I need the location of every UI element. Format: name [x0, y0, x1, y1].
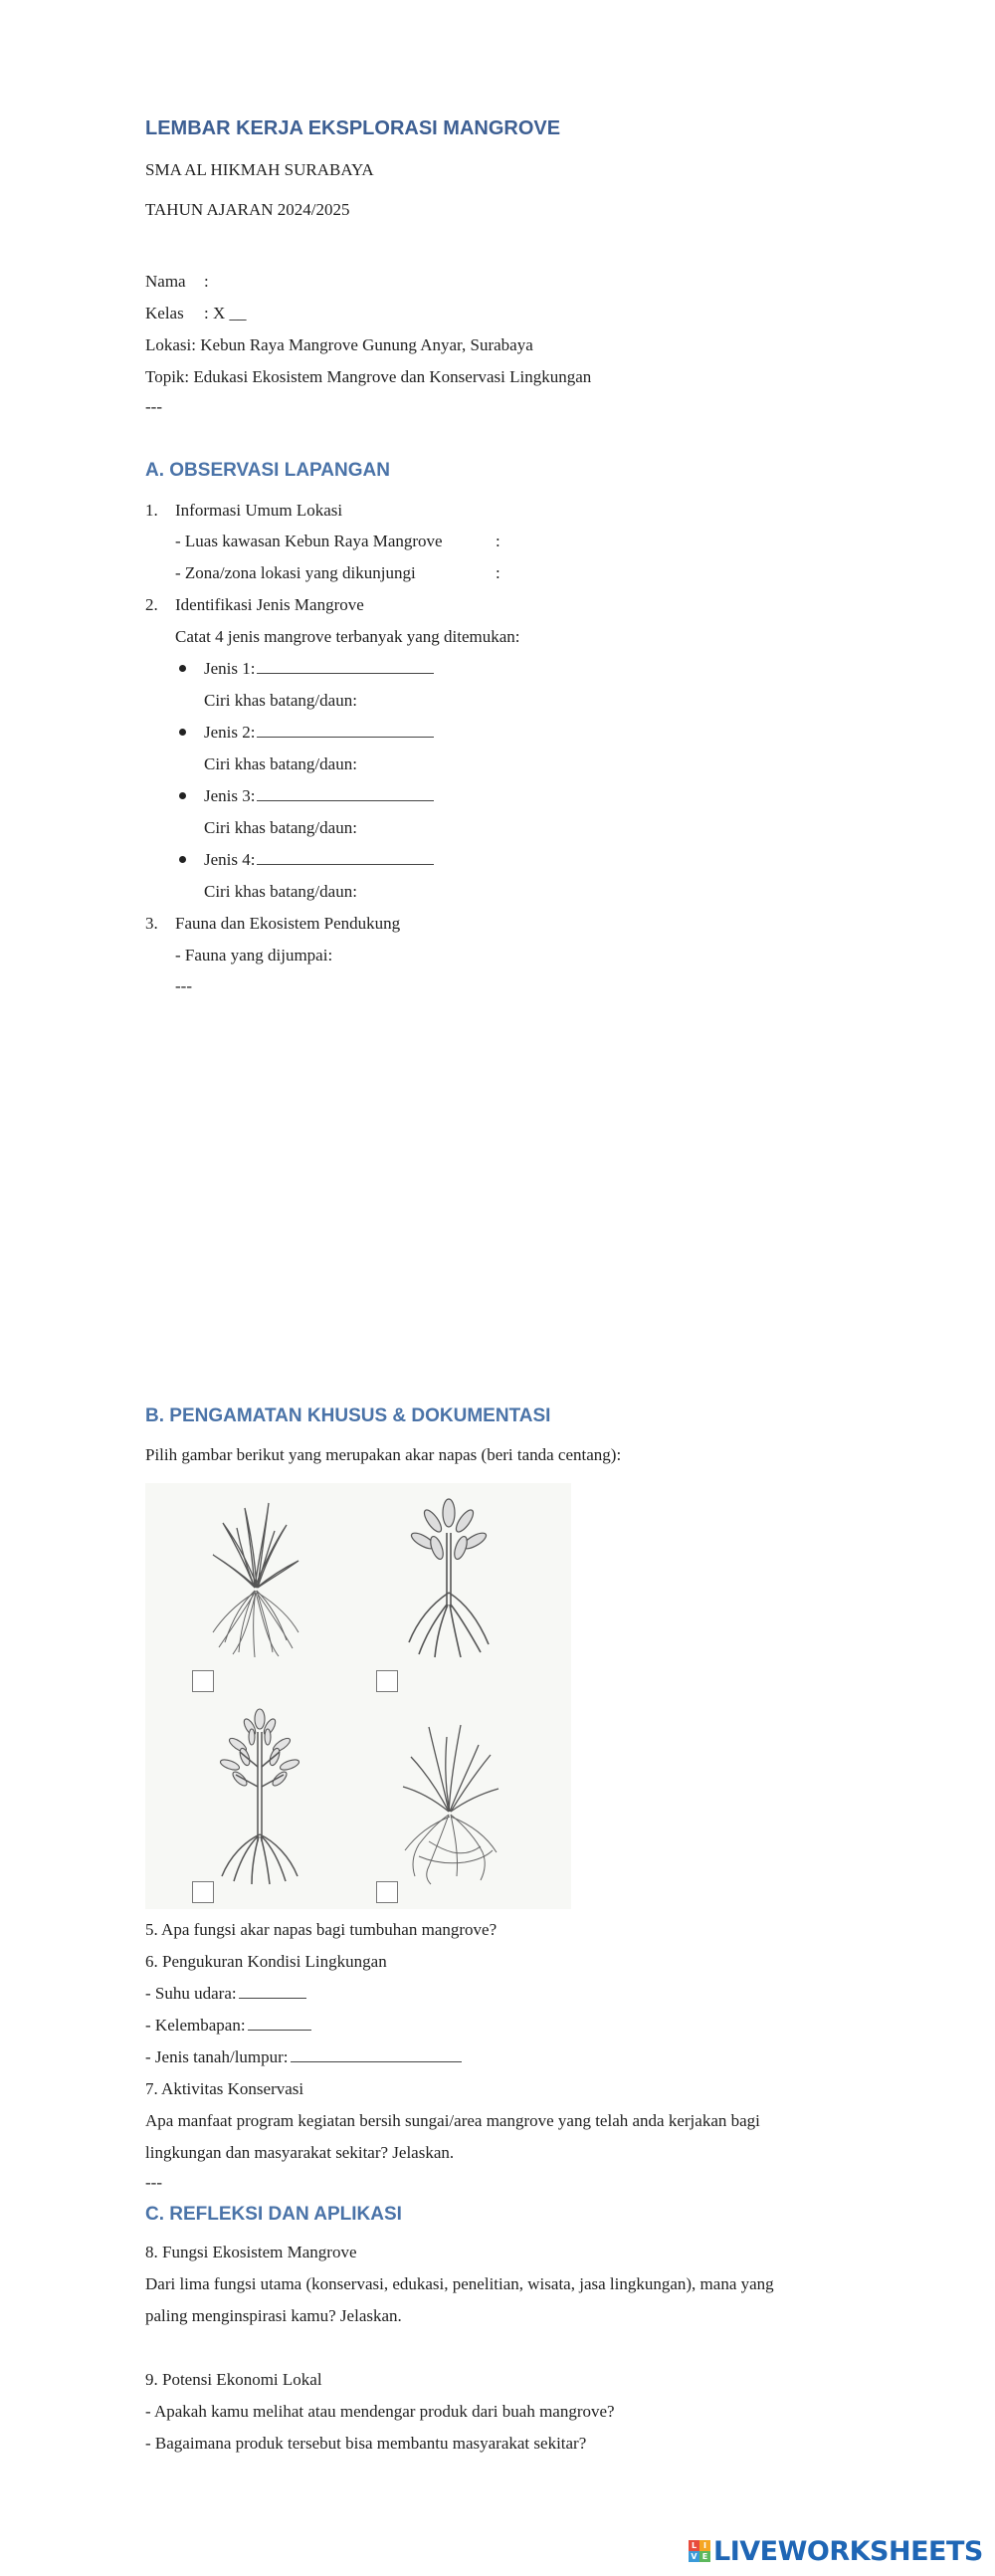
- species-2-label: Jenis 2:: [204, 723, 256, 742]
- species-2-trait: Ciri khas batang/daun:: [204, 754, 357, 773]
- q1-title: Informasi Umum Lokasi: [175, 501, 343, 520]
- temperature-blank[interactable]: [239, 1984, 306, 1999]
- species-1-blank[interactable]: [257, 659, 434, 674]
- q3-number: 3.: [145, 914, 158, 933]
- species-2-blank[interactable]: [257, 723, 434, 738]
- q6-soil-label: - Jenis tanah/lumpur:: [145, 2047, 289, 2066]
- answer-checkbox[interactable]: [376, 1670, 398, 1692]
- soil-blank[interactable]: [291, 2047, 462, 2062]
- section-c-heading: C. REFLEKSI DAN APLIKASI: [145, 2204, 402, 2225]
- q3-title: Fauna dan Ekosistem Pendukung: [175, 914, 401, 933]
- bullet: [179, 856, 186, 863]
- q8-title: 8. Fungsi Ekosistem Mangrove: [145, 2243, 357, 2261]
- academic-year: TAHUN AJARAN 2024/2025: [145, 200, 350, 219]
- liveworksheets-logo-icon: L I V E: [689, 2540, 710, 2562]
- q3-fauna: - Fauna yang dijumpai:: [175, 946, 333, 965]
- answer-checkbox[interactable]: [376, 1881, 398, 1903]
- species-4-trait: Ciri khas batang/daun:: [204, 882, 357, 901]
- q8-line-1: Dari lima fungsi utama (konservasi, edukasi, penelitian, wisata, jasa lingkungan), mana yang: [145, 2274, 774, 2293]
- q2-number: 2.: [145, 595, 158, 614]
- q9-line-1: - Apakah kamu melihat atau mendengar produk dari buah mangrove?: [145, 2402, 615, 2421]
- q5-text: 5. Apa fungsi akar napas bagi tumbuhan mangrove?: [145, 1920, 498, 1939]
- bullet: [179, 665, 186, 672]
- q1-number: 1.: [145, 501, 158, 520]
- section-a-heading: A. OBSERVASI LAPANGAN: [145, 460, 390, 481]
- q6-temperature: [145, 1983, 306, 2005]
- q2-title: Identifikasi Jenis Mangrove: [175, 595, 364, 614]
- school-name: SMA AL HIKMAH SURABAYA: [145, 160, 374, 179]
- q6-humidity: [145, 2015, 311, 2037]
- species-2: [204, 722, 434, 744]
- topic-line: Topik: Edukasi Ekosistem Mangrove dan Konservasi Lingkungan: [145, 367, 592, 386]
- q1-item-zone-colon: :: [496, 563, 500, 582]
- bullet: [179, 792, 186, 799]
- liveworksheets-brand: LIVEWORKSHEETS: [713, 2535, 983, 2567]
- q1-item-area: - Luas kawasan Kebun Raya Mangrove: [175, 532, 443, 550]
- class-label: Kelas: [145, 304, 184, 322]
- species-3: [204, 785, 434, 807]
- liveworksheets-logo[interactable]: [689, 2533, 983, 2569]
- separator: ---: [145, 397, 162, 416]
- species-4-blank[interactable]: [257, 850, 434, 865]
- q6-humidity-label: - Kelembapan:: [145, 2016, 246, 2035]
- q1-item-zone: - Zona/zona lokasi yang dikunjungi: [175, 563, 416, 582]
- q7-line-1: Apa manfaat program kegiatan bersih sungai/area mangrove yang telah anda kerjakan bagi: [145, 2111, 760, 2130]
- name-label: Nama: [145, 272, 186, 291]
- page-title: LEMBAR KERJA EKSPLORASI MANGROVE: [145, 117, 561, 139]
- species-3-blank[interactable]: [257, 786, 434, 801]
- plant-stilt-roots-illustration: [389, 1493, 508, 1662]
- species-3-trait: Ciri khas batang/daun:: [204, 818, 357, 837]
- separator: ---: [145, 2173, 162, 2192]
- species-3-label: Jenis 3:: [204, 786, 256, 805]
- q6-soil: [145, 2046, 462, 2068]
- plant-pneumatophore-illustration: [200, 1707, 319, 1891]
- class-value: : X __: [204, 304, 247, 322]
- species-4: [204, 849, 434, 871]
- humidity-blank[interactable]: [248, 2016, 311, 2031]
- root-type-figure: [145, 1483, 571, 1909]
- species-1: [204, 658, 434, 680]
- q6-temperature-label: - Suhu udara:: [145, 1984, 237, 2003]
- q8-line-2: paling menginspirasi kamu? Jelaskan.: [145, 2306, 402, 2325]
- bullet: [179, 729, 186, 736]
- species-1-trait: Ciri khas batang/daun:: [204, 691, 357, 710]
- species-1-label: Jenis 1:: [204, 659, 256, 678]
- q6-title: 6. Pengukuran Kondisi Lingkungan: [145, 1952, 387, 1971]
- separator: ---: [175, 976, 192, 995]
- q1-item-area-colon: :: [496, 532, 500, 550]
- plant-tangled-roots-illustration: [389, 1717, 513, 1886]
- answer-checkbox[interactable]: [192, 1670, 214, 1692]
- q7-line-2: lingkungan dan masyarakat sekitar? Jelaskan.: [145, 2143, 455, 2162]
- q7-title: 7. Aktivitas Konservasi: [145, 2079, 304, 2098]
- species-4-label: Jenis 4:: [204, 850, 256, 869]
- q2-instruction: Catat 4 jenis mangrove terbanyak yang ditemukan:: [175, 627, 520, 646]
- q9-line-2: - Bagaimana produk tersebut bisa membantu masyarakat sekitar?: [145, 2434, 587, 2453]
- q9-title: 9. Potensi Ekonomi Lokal: [145, 2370, 322, 2389]
- name-colon: :: [204, 272, 209, 291]
- section-b-instruction: Pilih gambar berikut yang merupakan akar napas (beri tanda centang):: [145, 1445, 622, 1464]
- plant-fibrous-roots-illustration: [195, 1493, 314, 1662]
- answer-checkbox[interactable]: [192, 1881, 214, 1903]
- location-line: Lokasi: Kebun Raya Mangrove Gunung Anyar, Surabaya: [145, 335, 533, 354]
- section-b-heading: B. PENGAMATAN KHUSUS & DOKUMENTASI: [145, 1405, 551, 1426]
